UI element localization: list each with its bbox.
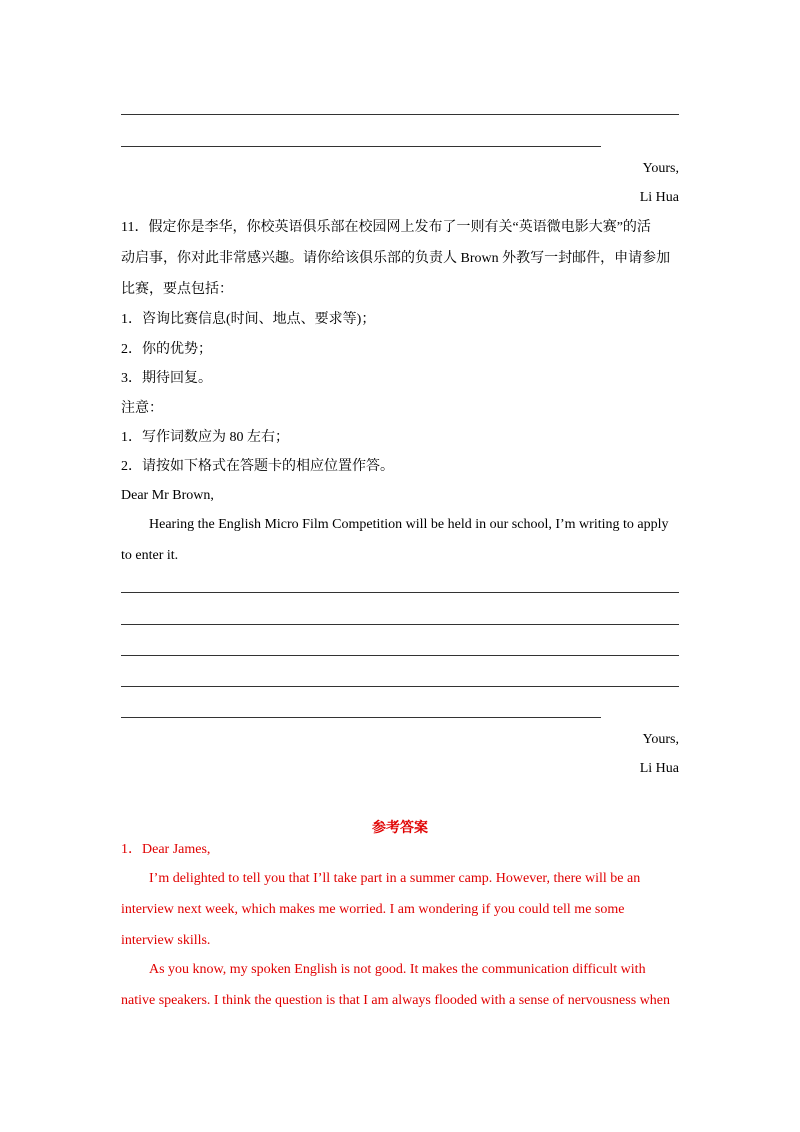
answer-paragraph-line: As you know, my spoken English is not good. It makes the communication difficult with [149,962,646,977]
question-text-line: 11．假定你是李华，你校英语俱乐部在校园网上发布了一则有关“英语微电影大赛”的活 [121,220,651,235]
answer-paragraph-line: I’m delighted to tell you that I’ll take part in a summer camp. However, there will be an [149,871,641,886]
note-item: 1．写作词数应为 80 左右； [121,430,289,445]
note-item: 2．请按如下格式在答题卡的相应位置作答。 [121,459,394,474]
letter-opening-line: Hearing the English Micro Film Competition will be held in our school, I’m writing to apply [149,517,669,532]
letter-opening-line: to enter it. [121,548,179,563]
answer-paragraph-line: interview next week, which makes me worried. I am wondering if you could tell me some [121,902,625,917]
answer-line [121,686,679,687]
answer-line [121,655,679,656]
letter-closing-name: Li Hua [639,190,679,205]
question-point: 1．咨询比赛信息(时间、地点、要求等)； [121,312,376,327]
answer-line [121,114,679,115]
answer-line [121,717,601,718]
answer-line [121,146,601,147]
answer-paragraph-line: native speakers. I think the question is that I am always flooded with a sense of nervousness when [121,993,670,1008]
answer-line [121,592,679,593]
question-point: 3．期待回复。 [121,371,212,386]
notes-title: 注意： [121,401,163,416]
letter-closing-name: Li Hua [639,761,679,776]
letter-closing-yours: Yours, [642,161,679,176]
answer-line [121,624,679,625]
answer-paragraph-line: interview skills. [121,933,211,948]
question-point: 2．你的优势； [121,342,212,357]
answer-salutation: 1．Dear James, [121,842,211,857]
answers-title: 参考答案 [372,821,428,836]
question-text-line: 比赛，要点包括： [121,282,233,297]
letter-closing-yours: Yours, [642,732,679,747]
letter-salutation: Dear Mr Brown, [121,488,214,503]
question-text-line: 动启事，你对此非常感兴趣。请你给该俱乐部的负责人 Brown 外教写一封邮件，申请参加 [121,251,671,266]
